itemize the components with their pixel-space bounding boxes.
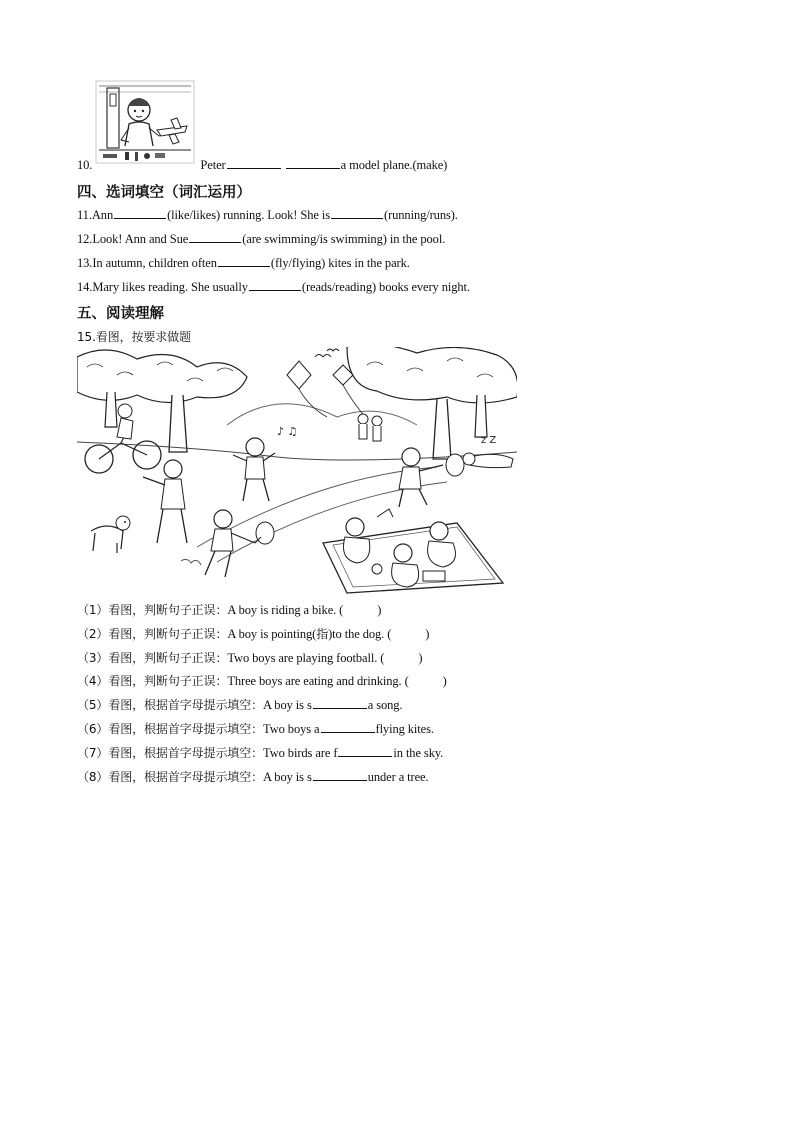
answer-blank[interactable] [227, 157, 281, 169]
question-text: (fly/flying) kites in the park. [270, 256, 410, 270]
answer-blank[interactable] [218, 255, 270, 267]
svg-text:z Z: z Z [481, 435, 497, 446]
item-sentence: flying kites. [375, 722, 434, 736]
answer-blank[interactable] [338, 745, 392, 757]
question-15-item-2 [77, 625, 429, 642]
question-15-item-4 [77, 672, 447, 689]
item-number: （5） [77, 698, 109, 712]
question-text: 11.Ann [77, 208, 114, 222]
item-instruction: 看图，根据首字母提示填空： [108, 770, 264, 784]
item-instruction: 看图，判断句子正误： [108, 651, 228, 665]
item-paren-close: ) [442, 674, 447, 688]
answer-blank[interactable] [249, 279, 301, 291]
item-sentence: in the sky. [393, 746, 444, 760]
item-sentence: A boy is riding a bike. ( [227, 603, 344, 617]
question-text: (are swimming/is swimming) in the pool. [242, 232, 446, 246]
item-number: （7） [77, 746, 109, 760]
item-instruction: 看图，判断句子正误： [108, 627, 228, 641]
item-sentence: A boy is s [263, 770, 312, 784]
item-sentence: Three boys are eating and drinking. ( [227, 674, 409, 688]
question-text: 14.Mary likes reading. She usually [77, 280, 248, 294]
question-subject: Peter [200, 158, 226, 172]
question-14 [77, 279, 470, 295]
item-paren-close: ) [425, 627, 430, 641]
item-instruction: 看图，判断句子正误： [108, 603, 228, 617]
item-sentence: under a tree. [367, 770, 429, 784]
item-number: （2） [77, 627, 109, 641]
item-instruction: 看图，判断句子正误： [108, 674, 228, 688]
question-text: 12.Look! Ann and Sue [77, 232, 189, 246]
park-scene-illustration [77, 347, 517, 597]
question-11 [77, 207, 458, 223]
question-15-item-6 [77, 720, 434, 737]
question-15-item-1 [77, 601, 381, 618]
item-number: （3） [77, 651, 109, 665]
answer-blank[interactable] [331, 207, 383, 219]
answer-blank[interactable] [321, 721, 375, 733]
question-text: a model plane.(make) [340, 158, 448, 172]
question-12 [77, 231, 445, 247]
item-sentence: Two boys a [263, 722, 320, 736]
question-13 [77, 255, 410, 271]
item-instruction: 看图，根据首字母提示填空： [108, 698, 264, 712]
item-sentence: Two boys are playing football. ( [227, 651, 385, 665]
item-sentence: )to the dog. ( [328, 627, 392, 641]
answer-blank[interactable] [189, 231, 241, 243]
question-text: (running/runs). [384, 208, 458, 222]
item-sentence: A boy is pointing( [227, 627, 317, 641]
question-text: (like/likes) running. Look! She is [167, 208, 330, 222]
question-15-item-5 [77, 696, 402, 713]
answer-blank[interactable] [286, 157, 340, 169]
item-number: （1） [77, 603, 109, 617]
item-sentence: Two birds are f [263, 746, 338, 760]
item-paren-close: ) [377, 603, 382, 617]
question-number: 10. [77, 158, 93, 172]
question-15-item-7 [77, 744, 443, 761]
item-number: （4） [77, 674, 109, 688]
answer-blank[interactable] [313, 697, 367, 709]
item-number: （8） [77, 770, 109, 784]
question-15-item-8 [77, 768, 429, 785]
item-sentence: a song. [367, 698, 403, 712]
answer-blank[interactable] [313, 769, 367, 781]
item-instruction: 看图，根据首字母提示填空： [108, 746, 264, 760]
section-4-title: 四、选词填空（词汇运用） [77, 185, 251, 201]
section-5-title: 五、阅读理解 [77, 306, 164, 322]
question-15-prompt: 15.看图，按要求做题 [77, 330, 191, 344]
question-10 [77, 157, 447, 173]
item-gloss: 指 [316, 627, 329, 641]
item-paren-close: ) [418, 651, 423, 665]
question-text: 13.In autumn, children often [77, 256, 217, 270]
item-number: （6） [77, 722, 109, 736]
svg-text:♪ ♫: ♪ ♫ [277, 425, 298, 438]
answer-blank[interactable] [114, 207, 166, 219]
boy-model-plane-illustration [95, 80, 195, 164]
item-instruction: 看图，根据首字母提示填空： [108, 722, 264, 736]
question-15-item-3 [77, 649, 422, 666]
question-text: (reads/reading) books every night. [301, 280, 470, 294]
item-sentence: A boy is s [263, 698, 312, 712]
